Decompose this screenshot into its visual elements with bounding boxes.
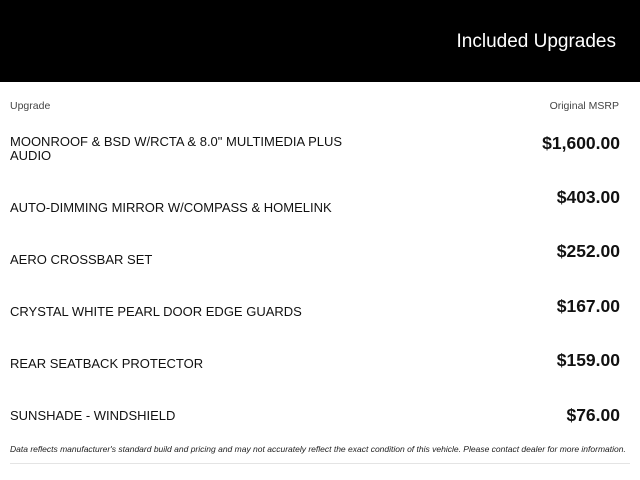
upgrade-price: $167.00	[556, 296, 620, 316]
upgrade-price: $252.00	[556, 241, 620, 261]
upgrade-name: AUTO-DIMMING MIRROR W/COMPASS & HOMELINK	[10, 200, 332, 215]
disclaimer-text: Data reflects manufacturer's standard build and pricing and may not accurately reflect the exact condition of this vehicle. Please contact dealer for more information.	[10, 444, 626, 454]
upgrade-price: $1,600.00	[542, 133, 620, 153]
upgrade-name: SUNSHADE - WINDSHIELD	[10, 408, 176, 423]
upgrade-price: $76.00	[566, 405, 620, 425]
header-bar	[0, 0, 640, 82]
upgrade-price: $159.00	[556, 350, 620, 370]
page-title: Included Upgrades	[456, 31, 616, 52]
divider	[10, 463, 630, 464]
upgrade-name: CRYSTAL WHITE PEARL DOOR EDGE GUARDS	[10, 304, 302, 319]
upgrade-name: MOONROOF & BSD W/RCTA & 8.0" MULTIMEDIA PLUS AUDIO	[10, 134, 343, 163]
column-header-msrp: Original MSRP	[549, 100, 619, 112]
upgrade-price: $403.00	[556, 187, 620, 207]
upgrade-name: AERO CROSSBAR SET	[10, 252, 153, 267]
column-header-upgrade: Upgrade	[10, 100, 51, 112]
upgrade-name: REAR SEATBACK PROTECTOR	[10, 356, 204, 371]
